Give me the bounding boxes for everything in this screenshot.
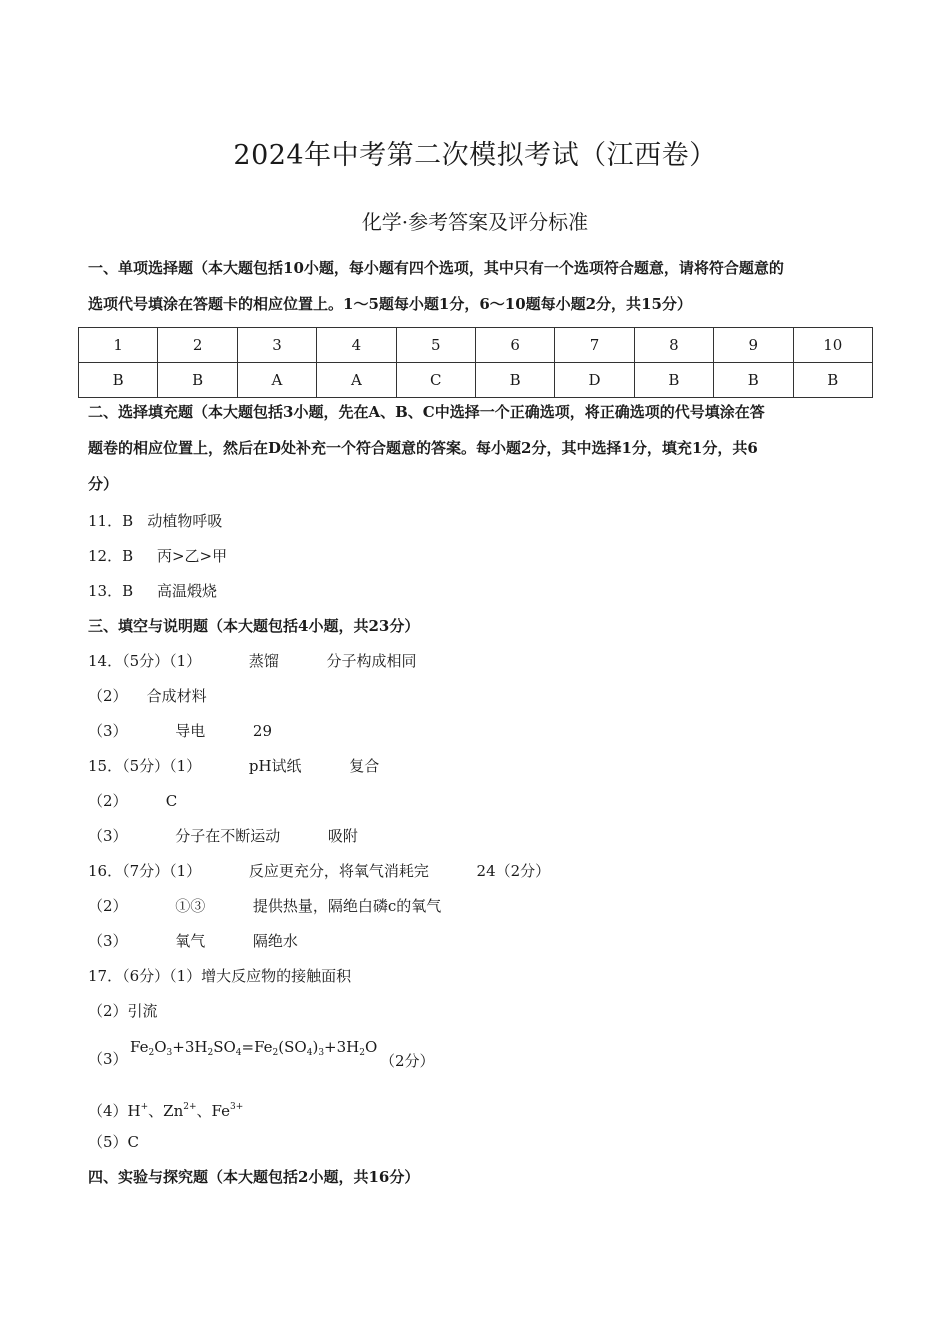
section1-heading xyxy=(88,250,878,322)
section1-heading-line1: 一、单项选择题（本大题包括10小题，每小题有四个选项，其中只有一个选项符合题意，请将符合题意的 xyxy=(88,259,784,277)
answer-line-17-2: （2）引流 xyxy=(88,1002,158,1020)
section2-heading-line3: 分） xyxy=(88,475,119,493)
chemical-equation xyxy=(130,1038,377,1058)
eq-part: O xyxy=(154,1038,167,1056)
table-cell-number: 4 xyxy=(317,328,396,363)
answer-line-11: 11．B 动植物呼吸 xyxy=(88,512,223,530)
table-cell-answer: B xyxy=(634,363,713,398)
table-cell-number: 2 xyxy=(158,328,237,363)
ion-charge: 3+ xyxy=(230,1102,244,1112)
eq-part: O xyxy=(364,1038,378,1056)
eq-subscript: 2 xyxy=(359,1048,365,1058)
answer-line-17-4 xyxy=(88,1097,243,1121)
answer-line-17-5: （5）C xyxy=(88,1133,140,1151)
table-cell-number: 6 xyxy=(475,328,554,363)
table-cell-answer: B xyxy=(79,363,158,398)
ion-part: 、Fe xyxy=(196,1102,231,1120)
section4-heading: 四、实验与探究题（本大题包括2小题，共16分） xyxy=(88,1168,420,1186)
answer-line-16-2: （2） ①③ 提供热量，隔绝白磷c的氧气 xyxy=(88,897,442,915)
eq-subscript: 4 xyxy=(306,1048,313,1058)
eq-part: Fe xyxy=(130,1038,149,1056)
table-cell-answer: D xyxy=(555,363,634,398)
ion-charge: + xyxy=(140,1102,149,1112)
answer-line-14-3: （3） 导电 29 xyxy=(88,722,272,740)
eq-part: +3H xyxy=(324,1038,360,1056)
table-cell-number: 5 xyxy=(396,328,475,363)
table-cell-number: 1 xyxy=(79,328,158,363)
table-cell-number: 3 xyxy=(237,328,316,363)
answer-line-13: 13．B 高温煅烧 xyxy=(88,582,217,600)
ion-part: 、Zn xyxy=(148,1102,184,1120)
table-cell-number: 10 xyxy=(793,328,872,363)
table-cell-number: 8 xyxy=(634,328,713,363)
answer-line-16-3: （3） 氧气 隔绝水 xyxy=(88,932,298,950)
page-title: 2024年中考第二次模拟考试（江西卷） xyxy=(233,140,717,171)
answer-line-16-1: 16．（7分）（1） 反应更充分，将氧气消耗完 24（2分） xyxy=(88,862,551,880)
answer-line-15-3: （3） 分子在不断运动 吸附 xyxy=(88,827,358,845)
eq-subscript: 3 xyxy=(318,1048,325,1058)
answer-line-17-3-score: （2分） xyxy=(380,1052,435,1070)
section3-heading: 三、填空与说明题（本大题包括4小题，共23分） xyxy=(88,617,420,635)
eq-part: SO xyxy=(213,1038,236,1056)
table-cell-answer: B xyxy=(714,363,793,398)
answer-table xyxy=(78,327,873,398)
answer-line-15-1: 15．（5分）（1） pH试纸 复合 xyxy=(88,757,380,775)
table-cell-answer: C xyxy=(396,363,475,398)
answer-table-numbers-row xyxy=(79,328,873,363)
table-cell-answer: B xyxy=(475,363,554,398)
table-cell-number: 9 xyxy=(714,328,793,363)
answer-line-15-2: （2） C xyxy=(88,792,178,810)
page-subtitle: 化学·参考答案及评分标准 xyxy=(361,210,589,234)
ion-label: （4）H xyxy=(88,1102,141,1120)
ion-charge: 2+ xyxy=(183,1102,197,1112)
section2-heading-line2: 题卷的相应位置上，然后在D处补充一个符合题意的答案。每小题2分，其中选择1分，填充1分，共6 xyxy=(88,439,758,457)
answer-line-17-1: 17．（6分）（1）增大反应物的接触面积 xyxy=(88,967,352,985)
eq-subscript: 2 xyxy=(148,1048,155,1058)
eq-part: =Fe xyxy=(241,1038,273,1056)
eq-subscript: 3 xyxy=(166,1048,173,1058)
eq-part: (SO xyxy=(278,1038,307,1056)
eq-part: ) xyxy=(312,1038,319,1056)
table-cell-answer: A xyxy=(317,363,396,398)
eq-subscript: 2 xyxy=(272,1048,279,1058)
section1-heading-line2: 选项代号填涂在答题卡的相应位置上。1～5题每小题1分，6～10题每小题2分，共15分） xyxy=(88,295,692,313)
table-cell-answer: B xyxy=(793,363,872,398)
answer-line-17-3-label: （3） xyxy=(88,1050,128,1068)
table-cell-answer: B xyxy=(158,363,237,398)
eq-part: +3H xyxy=(172,1038,208,1056)
eq-subscript: 4 xyxy=(235,1048,242,1058)
answer-line-14-1: 14．（5分）（1） 蒸馏 分子构成相同 xyxy=(88,652,417,670)
eq-subscript: 2 xyxy=(207,1048,214,1058)
section2-heading xyxy=(88,394,878,502)
table-cell-answer: A xyxy=(237,363,316,398)
answer-table-answers-row xyxy=(79,363,873,398)
answer-line-14-2: （2） 合成材料 xyxy=(88,687,207,705)
answer-line-12: 12．B 丙>乙>甲 xyxy=(88,547,228,565)
section2-heading-line1: 二、选择填充题（本大题包括3小题，先在A、B、C中选择一个正确选项，将正确选项的代号填涂在答 xyxy=(88,403,765,421)
table-cell-number: 7 xyxy=(555,328,634,363)
